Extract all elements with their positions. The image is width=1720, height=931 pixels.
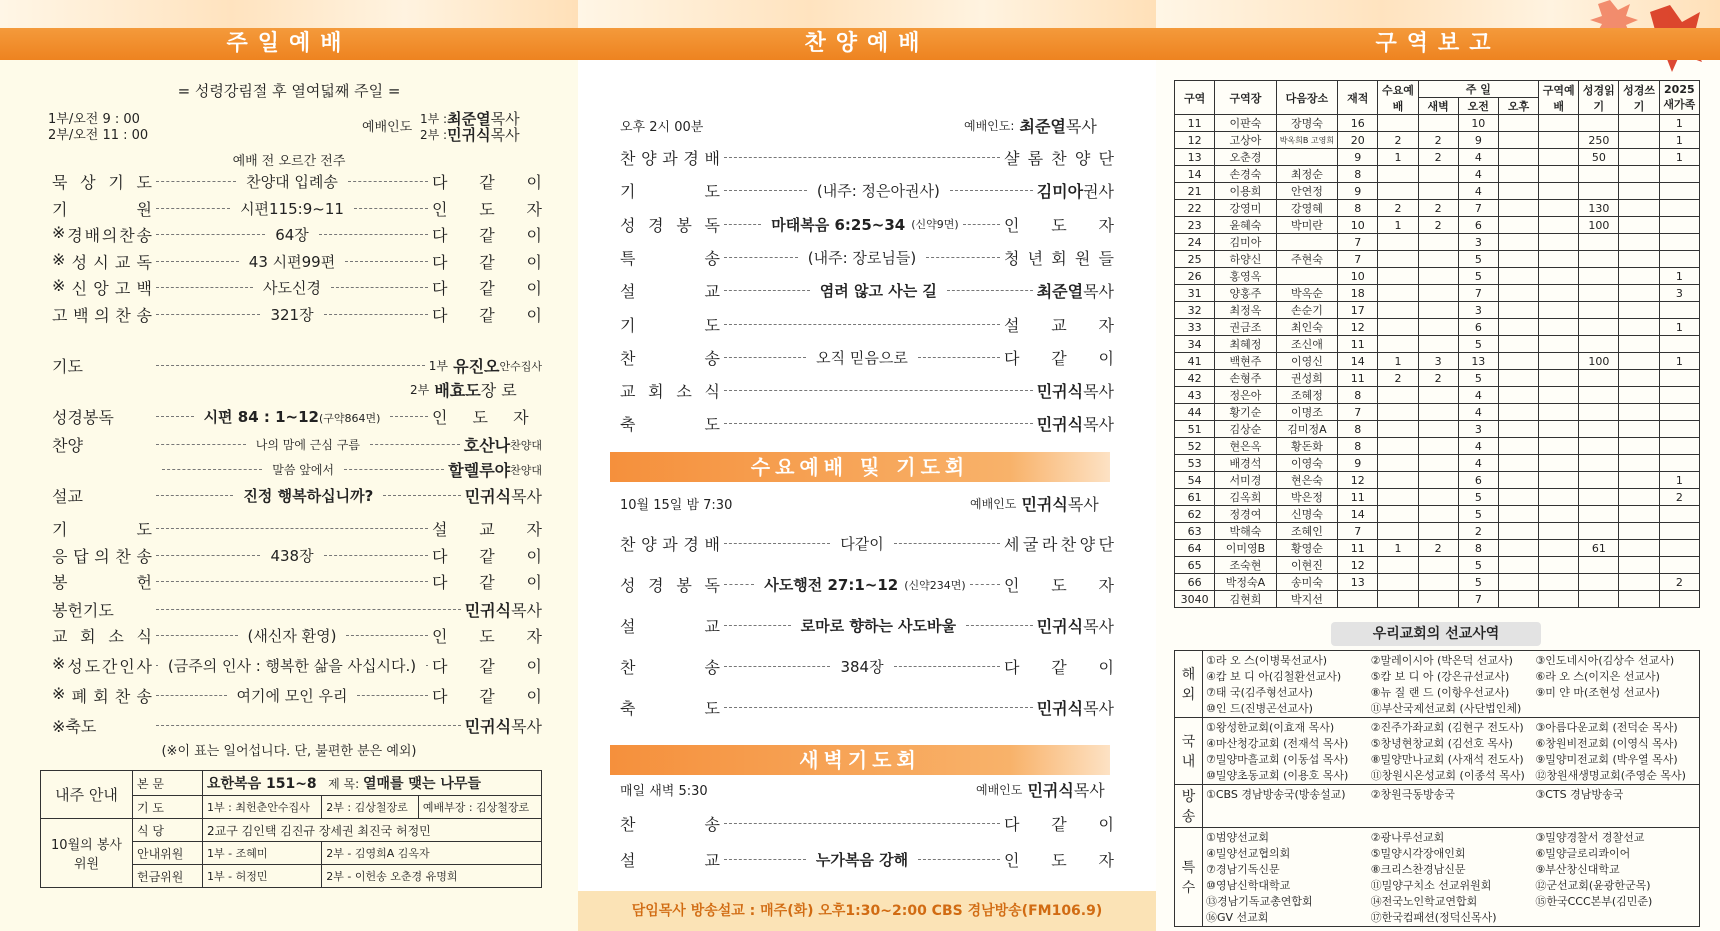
mission-item: ⑦밀양마흘교회 (이동섭 목사) xyxy=(1206,753,1349,766)
order-item xyxy=(52,197,542,220)
item-label: 기도 xyxy=(52,357,83,376)
item-content: 사도행전 27:1~12 xyxy=(764,576,899,594)
item-responsible: 다 같 이 xyxy=(1004,348,1114,368)
item-person: 김미아 xyxy=(1036,182,1084,202)
mission-item: ⑧크리스찬경남신문 xyxy=(1370,863,1466,876)
order-item xyxy=(620,179,1114,202)
mission-item: ⑧밀양만나교회 (사재석 전도사) xyxy=(1370,753,1524,766)
order-item xyxy=(620,848,1114,871)
mission-item: ⑤밀양시각장애인회 xyxy=(1370,847,1466,860)
item-content: (금주의 인사 : 행복한 삶을 사십시다.) xyxy=(167,657,417,675)
top-decoration xyxy=(578,0,1156,30)
mission-item: ⑪밀양구치소 선교위원회 xyxy=(1370,879,1492,892)
item-label: 기 원 xyxy=(52,199,152,219)
table-row: 51 김상순 김미정A 8 3 xyxy=(1175,421,1700,438)
mission-item: ⑩영남신학대학교 xyxy=(1206,879,1291,892)
mission-item: ②광나루선교회 xyxy=(1370,831,1445,844)
mission-item: ④캄 보 디 아(김철환선교사) xyxy=(1206,670,1342,683)
mission-item: ④밀양선교협의회 xyxy=(1206,847,1291,860)
order-item xyxy=(620,246,1114,269)
item-content: 43 시편99편 xyxy=(248,252,336,271)
item-responsible: 다 같 이 xyxy=(432,226,543,245)
top-decoration xyxy=(0,0,578,30)
item-label: 설 교 xyxy=(620,851,720,870)
item-responsible: 인 도 자 xyxy=(1004,851,1115,870)
mission-item: ⑨미 얀 마(조현성 선교사) xyxy=(1535,686,1660,699)
order-item xyxy=(52,517,542,540)
next-week-table: 내주 안내 본 문 요한복음 151~8 제 목: 열매를 맺는 나무들 기 도 1부 : 최헌춘안수집사 2부 : 김상철장로 예배부장 : 김상철장로 10월의 봉사위원 식 당 2교구 김인택 김진규 장세권 최진국 허정민 안내위원 1부 - 조혜미 2부 - 김영희A 김옥자 헌금위원 1부 - 허정민 2부 - 이헌송 오춘경 유명희 xyxy=(40,770,542,888)
mission-item: ①라 오 스(이병묵선교사) xyxy=(1206,654,1328,667)
item-content: (새신자 환영) xyxy=(247,627,337,645)
order-item xyxy=(52,684,542,707)
order-item xyxy=(620,696,1114,719)
mission-table xyxy=(1174,650,1700,927)
mission-item: ①CBS 경남방송국(방송설교) xyxy=(1206,788,1346,801)
item-content: 찬양대 입례송 xyxy=(246,173,338,191)
order-item-benediction: ※축도 민귀식 목사 xyxy=(52,717,542,736)
order-item xyxy=(620,279,1114,302)
item-person-title: 권사 xyxy=(1083,182,1115,202)
table-row: 31 양홍주 박옥순 18 7 3 xyxy=(1175,285,1700,302)
item-content: 321장 xyxy=(270,305,314,324)
table-row: 65 조숙현 이현진 12 5 xyxy=(1175,557,1700,574)
mission-item: ⑤캄 보 디 아 (강은규선교사) xyxy=(1370,670,1510,683)
item-content: 사도신경 xyxy=(263,279,321,297)
item-responsible: 설 교 자 xyxy=(432,520,542,539)
table-row: 62 정경여 신명숙 14 5 xyxy=(1175,506,1700,523)
mission-item: ⑯GV 선교회 xyxy=(1206,911,1269,924)
table-row: 66 박정숙A 송미숙 13 5 2 xyxy=(1175,574,1700,591)
standing-note: (※이 표는 일어섭니다. 단, 불편한 분은 예외) xyxy=(161,744,417,759)
table-row: 63 박해숙 조혜인 7 2 xyxy=(1175,523,1700,540)
item-label: 성 경 봉 독 xyxy=(620,215,720,235)
order-item xyxy=(620,213,1114,236)
prayer-2: 2부 배효도 장 로 xyxy=(410,381,517,400)
table-row: 34 최혜정 조신애 11 5 xyxy=(1175,336,1700,353)
item-note: (신약234면) xyxy=(904,578,966,592)
item-responsible: 다 같 이 xyxy=(1004,658,1114,677)
broadcast-footer: 담임목사 방송설교 : 매주(화) 오후1:30~2:00 CBS 경남방송(FM106.9) xyxy=(578,891,1156,931)
wed-time: 10월 15일 밤 7:30 xyxy=(620,498,733,513)
item-responsible: 청 년 회 원 들 xyxy=(1004,248,1114,268)
item-person: 민귀식 xyxy=(1036,382,1084,402)
table-row: 41 백현주 이영신 14 1 3 13 100 1 xyxy=(1175,353,1700,370)
table-row: 22 강영미 강영혜 8 2 2 7 130 xyxy=(1175,200,1700,217)
item-responsible: 다 같 이 xyxy=(432,305,542,325)
table-row: 54 서미경 현은숙 12 6 1 xyxy=(1175,472,1700,489)
order-item xyxy=(52,544,542,567)
mission-row: 국내 ①왕성한교회(이효재 목사) ②진주가좌교회 (김현구 전도사) ③아름다운교회 (전덕순 목사) ④마산청강교회 (전재석 목사) ⑤창녕현창교회 (김선호 목사) ⑥창원비전교회 (이영식 목사) ⑦밀양마흘교회 (이동섭 목사) ⑧밀양만나교회 (사재석 전도사) ⑨밀양미전교회 (박우열 목사) ⑩밀양초동교회 (이용호 목사) ⑪창원시온성교회 (이종석 목사) ⑫창원새생명교회(주영순 목사) xyxy=(1175,718,1700,785)
item-label: 축 도 xyxy=(620,415,720,435)
district-report-panel xyxy=(1156,0,1720,931)
order-item xyxy=(620,379,1114,402)
order-item xyxy=(620,146,1114,169)
mission-item: ⑫창원새생명교회(주영순 목사) xyxy=(1535,769,1686,782)
item-content: 384장 xyxy=(840,658,884,676)
order-item xyxy=(620,532,1114,555)
mission-item: ⑥밀양글로리콰이어 xyxy=(1535,847,1631,860)
item-responsible: 다 같 이 xyxy=(432,546,542,566)
dawn-time: 매일 새벽 5:30 xyxy=(620,784,708,799)
order-item xyxy=(52,170,542,193)
item-person-title: 목사 xyxy=(1083,699,1114,718)
item-person-title: 목사 xyxy=(1083,617,1114,636)
panel-header-praise: 찬양예배 xyxy=(578,28,1156,60)
item-label: 기 도 xyxy=(52,520,152,539)
order-item xyxy=(620,573,1114,596)
item-responsible: 인 도 자 xyxy=(432,627,542,646)
item-content: 여기에 모인 우리 xyxy=(236,687,348,705)
order-item xyxy=(52,303,542,326)
item-label: 성 경 봉 독 xyxy=(620,576,720,595)
mission-item: ⑦태 국(김주형선교사) xyxy=(1206,686,1313,699)
mission-item: ⑰한국컴패션(정덕신목사) xyxy=(1370,911,1497,924)
item-person-title: 목사 xyxy=(1083,382,1114,402)
panel-header-sunday: 주일예배 xyxy=(0,28,578,60)
order-item xyxy=(620,412,1114,435)
mission-item: ⑩밀양초동교회 (이용호 목사) xyxy=(1206,769,1349,782)
mission-row: 특수 ①범양선교회 ②광나루선교회 ③밀양경찰서 경찰선교 ④밀양선교협의회 ⑤밀양시각장애인회 ⑥밀양글로리콰이어 ⑦경남기독신문 ⑧크리스찬경남신문 ⑨부산창신대학교 ⑩영남신학대학교 ⑪밀양구치소 선교위원회 ⑫군선교회(윤광한군목) ⑬경남기독교총연합회 ⑭전국노인학교연합회 ⑮한국CCC본부(김민준) ⑯GV 선교회 ⑰한국컴패션(정덕신목사) xyxy=(1175,828,1700,927)
item-person-title: 목사 xyxy=(1083,415,1114,435)
item-label: ※ 신 앙 고 백 xyxy=(52,276,152,298)
item-responsible: 다 같 이 xyxy=(432,279,542,298)
mission-item: ⑨부산창신대학교 xyxy=(1535,863,1620,876)
item-person-title: 목사 xyxy=(1083,282,1114,302)
table-row: 21 이용희 안연정 9 4 xyxy=(1175,183,1700,200)
mission-item xyxy=(1535,700,1696,716)
item-label: 축 도 xyxy=(620,699,720,718)
table-row: 12 고상아 박옥희B 고영희 20 2 2 9 250 1 xyxy=(1175,132,1700,149)
item-responsible: 다 같 이 xyxy=(432,687,542,706)
table-row: 53 배경석 이영숙 9 4 xyxy=(1175,455,1700,472)
item-responsible: 다 같 이 xyxy=(1004,815,1114,834)
item-label: 찬 송 xyxy=(620,348,720,368)
item-label: 고 백 의 찬 송 xyxy=(52,305,152,325)
item-content: 마태복음 6:25~34 xyxy=(771,215,906,234)
order-item xyxy=(52,250,542,273)
table-row: 25 하양신 주현숙 7 5 xyxy=(1175,251,1700,268)
wed-leader: 예배인도 민귀식 목사 xyxy=(970,495,1099,514)
item-note: (신약9면) xyxy=(911,218,959,232)
item-content: (내주: 정은아권사) xyxy=(816,182,940,201)
item-label: 교 회 소 식 xyxy=(52,627,152,646)
order-item-prayer: 기도 1부 유진오 안수집사 xyxy=(52,354,542,377)
mission-item: ⑤창녕현창교회 (김선호 목사) xyxy=(1370,737,1513,750)
item-label: 기 도 xyxy=(620,182,720,202)
item-label: 찬 송 xyxy=(620,658,720,677)
mission-item: ④마산청강교회 (전재석 목사) xyxy=(1206,737,1349,750)
mission-item: ⑦경남기독신문 xyxy=(1206,863,1280,876)
item-person: 민귀식 xyxy=(1036,415,1084,435)
sunday-worship-panel xyxy=(0,0,578,931)
table-row: 14 손경숙 최정순 8 4 xyxy=(1175,166,1700,183)
item-label: ※ 경 배 의 찬 송 xyxy=(52,223,152,245)
table-row: 33 권금조 최인숙 12 6 1 xyxy=(1175,319,1700,336)
item-person: 민귀식 xyxy=(1036,699,1084,718)
item-responsible: 인 도 자 xyxy=(1004,215,1114,235)
table-row: 26 홍영옥 10 5 1 xyxy=(1175,268,1700,285)
mission-item: ⑨밀양미전교회 (박우열 목사) xyxy=(1535,753,1678,766)
item-person: 최준열 xyxy=(1036,282,1084,302)
mission-item: ⑥창원비전교회 (이영식 목사) xyxy=(1535,737,1678,750)
mission-row: 방송 ①CBS 경남방송국(방송설교) ②창원극동방송국 ③CTS 경남방송국 xyxy=(1175,785,1700,828)
item-label: 찬 송 xyxy=(620,815,720,834)
item-responsible: 다 같 이 xyxy=(432,657,543,676)
pre-note: 예배 전 오르간 전주 xyxy=(232,154,346,169)
item-label: 묵 상 기 도 xyxy=(52,173,152,192)
item-responsible: 인 도 자 xyxy=(1004,576,1114,595)
table-row: 42 손형주 권성희 11 2 2 5 xyxy=(1175,370,1700,387)
item-label: 봉 헌 xyxy=(52,573,152,592)
praise-worship-panel xyxy=(578,0,1156,931)
praise-leader: 예배인도: 최준열 목사 xyxy=(964,117,1097,136)
item-label: ※ 성 시 교 독 xyxy=(52,249,152,272)
mission-item: ②창원극동방송국 xyxy=(1370,788,1455,801)
item-label: 응 답 의 찬 송 xyxy=(52,546,152,566)
mission-item: ⑧뉴 질 랜 드 (이항우선교사) xyxy=(1370,686,1510,699)
mission-item: ⑪부산국제선교회 (사단법인체) xyxy=(1370,702,1522,715)
item-responsible: 다 같 이 xyxy=(432,252,543,272)
order-item-scripture: 성경봉독 시편 84 : 1~12(구약864면) 인 도 자 xyxy=(52,408,539,427)
item-label: 특 송 xyxy=(620,248,720,268)
table-row: 43 정은아 조혜정 8 4 xyxy=(1175,387,1700,404)
item-label: 교 회 소 식 xyxy=(620,382,720,402)
dawn-leader: 예배인도 민귀식 목사 xyxy=(976,781,1105,800)
item-label: ※ 성 도 간 인 사 xyxy=(52,654,152,676)
table-row: 44 황기순 이명조 7 4 xyxy=(1175,404,1700,421)
item-responsible: 샬 롬 찬 양 단 xyxy=(1004,149,1114,168)
table-row: 13 오춘경 9 1 2 4 50 1 xyxy=(1175,149,1700,166)
mission-item: ③밀양경찰서 경찰선교 xyxy=(1535,831,1645,844)
item-content: 누가복음 강해 xyxy=(815,851,909,869)
table-row: 3040 김현희 박지선 7 xyxy=(1175,591,1700,608)
mission-item: ①범양선교회 xyxy=(1206,831,1269,844)
item-person: 민귀식 xyxy=(1036,617,1084,636)
mission-item: ⑫군선교회(윤광한군목) xyxy=(1535,879,1651,892)
mission-item: ①왕성한교회(이효재 목사) xyxy=(1206,721,1335,734)
order-item-offer-prayer: 봉헌기도 민귀식 목사 xyxy=(52,601,542,620)
order-item xyxy=(52,570,542,593)
item-label: 기 도 xyxy=(620,315,720,335)
order-item xyxy=(52,223,542,246)
table-row: 11 이판숙 장명숙 16 10 1 xyxy=(1175,115,1700,132)
wednesday-header: 수요예배 및 기도회 xyxy=(610,452,1110,482)
order-item xyxy=(620,655,1114,678)
leader-1: 1부 : 최준열 목사 xyxy=(420,110,520,128)
order-item xyxy=(620,346,1114,369)
mission-item: ③아름다운교회 (전덕순 목사) xyxy=(1535,721,1678,734)
table-row: 61 김옥희 박은정 11 5 2 xyxy=(1175,489,1700,506)
mission-header: 우리교회의 선교사역 xyxy=(1331,622,1541,646)
table-row: 52 현은옥 황돈화 8 4 xyxy=(1175,438,1700,455)
item-responsible: 다 같 이 xyxy=(432,573,542,592)
item-content: (내주: 장로님들) xyxy=(807,248,917,267)
order-item xyxy=(620,812,1114,835)
order-item xyxy=(52,624,542,647)
mission-item: ②말레이시아 (박은덕 선교사) xyxy=(1370,654,1513,667)
item-label: 찬 양 과 경 배 xyxy=(620,149,720,168)
item-content: 다같이 xyxy=(840,535,884,553)
order-item xyxy=(52,276,542,299)
order-item xyxy=(52,654,542,677)
table-row: 24 김미아 7 3 xyxy=(1175,234,1700,251)
order-item-choir: 찬양 나의 맘에 근심 구름 호산나 찬양대 xyxy=(52,436,543,455)
item-content: 438장 xyxy=(270,546,314,565)
item-label: ※ 폐 회 찬 송 xyxy=(52,684,152,706)
mission-item: ⑪창원시온성교회 (이종석 목사) xyxy=(1370,769,1525,782)
item-content: 로마로 향하는 사도바울 xyxy=(800,617,957,635)
mission-item: ⑮한국CCC본부(김민준) xyxy=(1535,895,1653,908)
item-content: 시편115:9~11 xyxy=(240,199,344,218)
leader-2: 2부 : 민귀식 목사 xyxy=(420,126,520,144)
item-label: 설 교 xyxy=(620,282,720,302)
item-content: 염려 않고 사는 길 xyxy=(819,282,937,301)
item-responsible: 설 교 자 xyxy=(1004,315,1114,335)
item-label: 설 교 xyxy=(620,617,720,636)
mission-item: ③CTS 경남방송국 xyxy=(1535,788,1624,801)
mission-item: ⑩인 드(진병곤선교사) xyxy=(1206,702,1313,715)
item-label: 찬 양 과 경 배 xyxy=(620,535,720,554)
order-item-choir-2: 말씀 앞에서 할렐루야 찬양대 xyxy=(158,458,542,481)
table-row: 32 최정옥 손순기 17 3 xyxy=(1175,302,1700,319)
table-row: 64 이미영B 황영순 11 1 2 8 61 xyxy=(1175,540,1700,557)
praise-time: 오후 2시 00분 xyxy=(620,120,704,135)
mission-item: ⑭전국노인학교연합회 xyxy=(1370,895,1478,908)
item-responsible: 인 도 자 xyxy=(432,199,542,219)
item-content: 오직 믿음으로 xyxy=(816,348,908,367)
item-responsible: 세 굴 라 찬 양 단 xyxy=(1004,535,1115,554)
mission-row: 해외 ①라 오 스(이병묵선교사) ②말레이시아 (박은덕 선교사) ③인도네시아(김상수 선교사) ④캄 보 디 아(김철환선교사) ⑤캄 보 디 아 (강은규선교사) ⑥라 오 스(이지은 선교사) ⑦태 국(김주형선교사) ⑧뉴 질 랜 드 (이항우선교사) ⑨미 얀 마(조현성 선교사) ⑩인 드(진병곤선교사) ⑪부산국제선교회 (사단법인체) xyxy=(1175,651,1700,718)
order-item xyxy=(620,313,1114,336)
mission-item: ⑬경남기독교총연합회 xyxy=(1206,895,1313,908)
subtitle: = 성령강림절 후 열여덟째 주일 = xyxy=(177,82,401,100)
dawn-header: 새벽기도회 xyxy=(610,745,1110,775)
mission-item: ③인도네시아(김상수 선교사) xyxy=(1535,654,1675,667)
leader-label: 예배인도 xyxy=(362,120,413,135)
item-responsible: 다 같 이 xyxy=(432,173,542,192)
mission-item: ⑥라 오 스(이지은 선교사) xyxy=(1535,670,1660,683)
time-2: 2부/오전 11 : 00 xyxy=(48,128,149,143)
order-item xyxy=(620,614,1114,637)
district-report-table: 구역 구역장 다음장소 재적 수요예배 주 일 구역예배 성경읽기 성경쓰기 2025새가족 새벽 오전 오후 11 이판숙 장명숙 16 10 1 12 고상아 박옥희B 고영희 20 2 2 9 250 1 13 오춘경 9 1 2 4 50 1 14 손경숙 최정순 8 4 21 이용희 안연정 9 4 22 강영미 강영혜 8 2 2 7 130 23 윤혜숙 박미란 10 1 2 6 100 24 김미아 7 3 25 하양신 주현숙 7 5 26 홍영옥 10 5 1 31 양홍주 박옥순 18 7 3 32 최정옥 손순기 17 3 33 권금조 최인숙 12 6 1 34 최혜정 조신애 11 5 41 백현주 이영신 14 1 3 13 100 1 42 손형주 권성희 11 2 2 5 43 정은아 조혜정 8 4 44 황기순 이명조 7 4 51 김상순 김미정A 8 3 52 현은옥 황돈화 8 4 53 배경석 이영숙 9 4 54 서미경 현은숙 12 6 1 61 김옥희 박은정 11 5 2 62 정경여 신명숙 14 5 63 박해숙 조혜인 7 2 64 이미영B 황영순 11 1 2 8 61 65 조숙현 이현진 12 5 66 박정숙A 송미숙 13 5 2 3040 김현희 박지선 7 xyxy=(1174,80,1700,608)
table-row: 23 윤혜숙 박미란 10 1 2 6 100 xyxy=(1175,217,1700,234)
mission-item: ②진주가좌교회 (김현구 전도사) xyxy=(1370,721,1524,734)
order-item-sermon: 설교 진정 행복하십니까? 민귀식 목사 xyxy=(52,487,542,506)
time-1: 1부/오전 9 : 00 xyxy=(48,112,140,127)
panel-header-district: 구역보고 xyxy=(1156,28,1720,60)
item-content: 64장 xyxy=(275,226,309,244)
